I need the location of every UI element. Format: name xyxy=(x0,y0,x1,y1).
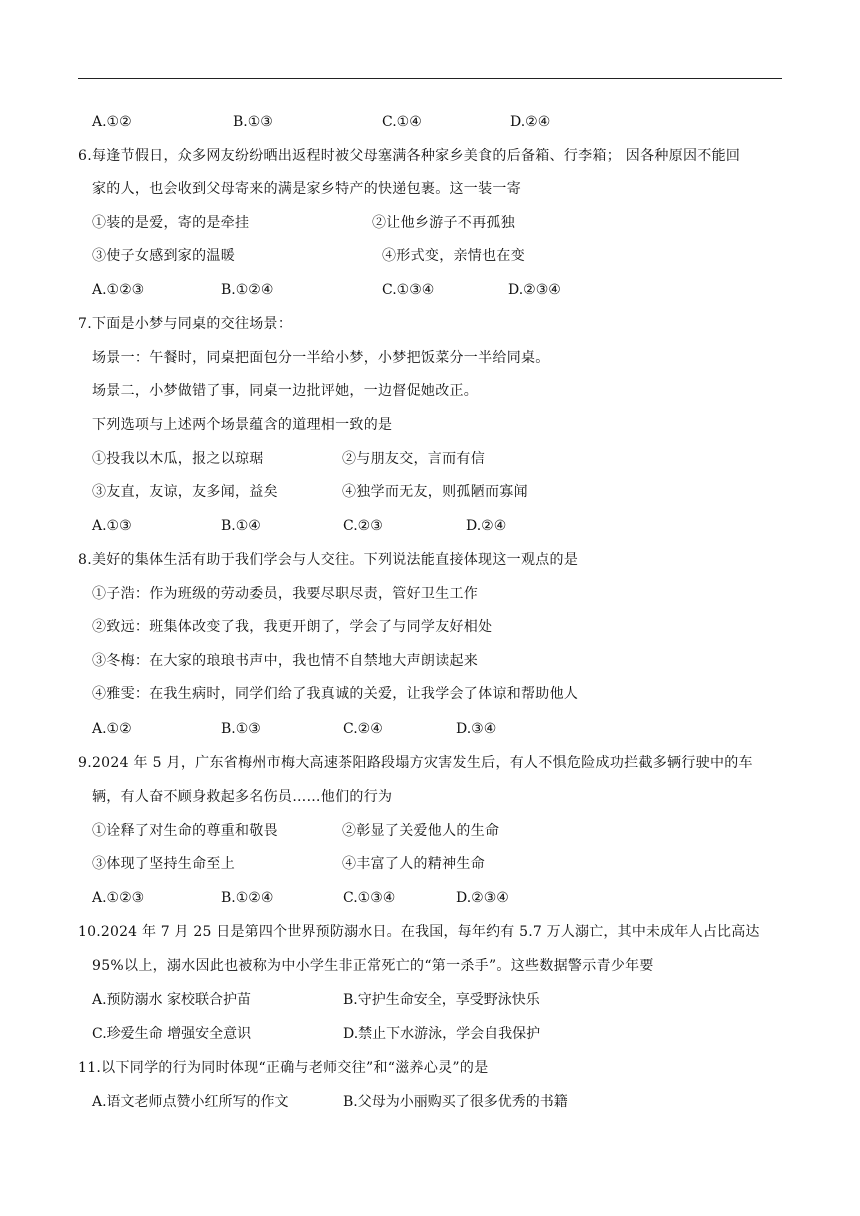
q6-statement-1: ①装的是爱，寄的是牵挂 xyxy=(92,215,250,231)
q5-option-a: A.①② xyxy=(92,114,132,130)
q9-option-b: B.①②④ xyxy=(221,890,274,906)
q6-stem-line2: 家的人，也会收到父母寄来的满是家乡特产的快递包裹。这一装一寄 xyxy=(92,181,521,197)
header-rule xyxy=(78,78,782,79)
q10-option-b: B.守护生命安全，享受野泳快乐 xyxy=(343,992,540,1008)
q8-statement-4: ④雅雯：在我生病时，同学们给了我真诚的关爱，让我学会了体谅和帮助他人 xyxy=(92,686,579,702)
q11-stem: 11.以下同学的行为同时体现“正确与老师交往”和“滋养心灵”的是 xyxy=(78,1060,489,1076)
q6-option-d: D.②③④ xyxy=(508,282,561,298)
q6-option-a: A.①②③ xyxy=(92,282,145,298)
q6-statement-3: ③使子女感到家的温暖 xyxy=(92,248,235,264)
q9-option-d: D.②③④ xyxy=(456,890,509,906)
q8-statement-3: ③冬梅：在大家的琅琅书声中，我也情不自禁地大声朗读起来 xyxy=(92,653,479,669)
q7-statement-1: ①投我以木瓜，报之以琼琚 xyxy=(92,451,264,467)
q6-option-b: B.①②④ xyxy=(221,282,274,298)
q6-statement-4: ④形式变，亲情也在变 xyxy=(382,248,525,264)
q7-statement-2: ②与朋友交，言而有信 xyxy=(342,451,485,467)
q9-statement-1: ①诠释了对生命的尊重和敬畏 xyxy=(92,823,278,839)
q8-option-a: A.①② xyxy=(92,721,132,737)
q7-scene-1: 场景一：午餐时，同桌把面包分一半给小梦，小梦把饭菜分一半给同桌。 xyxy=(92,350,550,366)
q5-option-d: D.②④ xyxy=(510,114,551,130)
q8-option-b: B.①③ xyxy=(221,721,261,737)
q7-statement-4: ④独学而无友，则孤陋而寡闻 xyxy=(342,484,528,500)
q9-option-a: A.①②③ xyxy=(92,890,145,906)
q7-option-c: C.②③ xyxy=(343,518,383,534)
q9-statement-3: ③体现了坚持生命至上 xyxy=(92,856,235,872)
q7-statement-3: ③友直，友谅，友多闻，益矣 xyxy=(92,484,278,500)
q7-option-a: A.①③ xyxy=(92,518,132,534)
q8-statement-2: ②致远：班集体改变了我，我更开朗了，学会了与同学友好相处 xyxy=(92,619,493,635)
q8-stem: 8.美好的集体生活有助于我们学会与人交往。下列说法能直接体现这一观点的是 xyxy=(78,552,579,568)
q10-option-a: A.预防溺水 家校联合护苗 xyxy=(92,992,252,1008)
q8-statement-1: ①子浩：作为班级的劳动委员，我要尽职尽责，管好卫生工作 xyxy=(92,586,479,602)
q6-stem-line1: 6.每逢节假日，众多网友纷纷晒出返程时被父母塞满各种家乡美食的后备箱、行李箱； 因各种原因不能回 xyxy=(78,148,741,164)
q7-stem: 7.下面是小梦与同桌的交往场景： xyxy=(78,316,293,332)
q9-option-c: C.①③④ xyxy=(343,890,396,906)
q11-option-a: A.语文老师点赞小红所写的作文 xyxy=(92,1094,289,1110)
q10-option-d: D.禁止下水游泳，学会自我保护 xyxy=(343,1026,541,1042)
q8-option-d: D.③④ xyxy=(456,721,497,737)
q9-statement-2: ②彰显了关爱他人的生命 xyxy=(342,823,500,839)
q5-option-b: B.①③ xyxy=(233,114,273,130)
q7-option-b: B.①④ xyxy=(221,518,261,534)
q7-scene-2: 场景二，小梦做错了事，同桌一边批评她，一边督促她改正。 xyxy=(92,383,479,399)
q9-statement-4: ④丰富了人的精神生命 xyxy=(342,856,485,872)
q9-stem-line2: 辆，有人奋不顾身救起多名伤员……他们的行为 xyxy=(92,789,393,805)
q5-option-c: C.①④ xyxy=(382,114,422,130)
q10-option-c: C.珍爱生命 增强安全意识 xyxy=(92,1026,252,1042)
q6-statement-2: ②让他乡游子不再孤独 xyxy=(372,215,515,231)
q6-option-c: C.①③④ xyxy=(382,282,435,298)
q11-option-b: B.父母为小丽购买了很多优秀的书籍 xyxy=(343,1094,568,1110)
q7-option-d: D.②④ xyxy=(466,518,507,534)
q10-stem-line1: 10.2024 年 7 月 25 日是第四个世界预防溺水日。在我国，每年约有 5.7 万人溺亡，其中未成年人占比高达 xyxy=(78,924,760,940)
q10-stem-line2: 95%以上，溺水因此也被称为中小学生非正常死亡的“第一杀手”。这些数据警示青少年要 xyxy=(92,958,654,974)
q9-stem-line1: 9.2024 年 5 月，广东省梅州市梅大高速茶阳路段塌方灾害发生后，有人不惧危险成功拦截多辆行驶中的车 xyxy=(78,755,753,771)
q8-option-c: C.②④ xyxy=(343,721,383,737)
q7-prompt: 下列选项与上述两个场景蕴含的道理相一致的是 xyxy=(92,417,393,433)
